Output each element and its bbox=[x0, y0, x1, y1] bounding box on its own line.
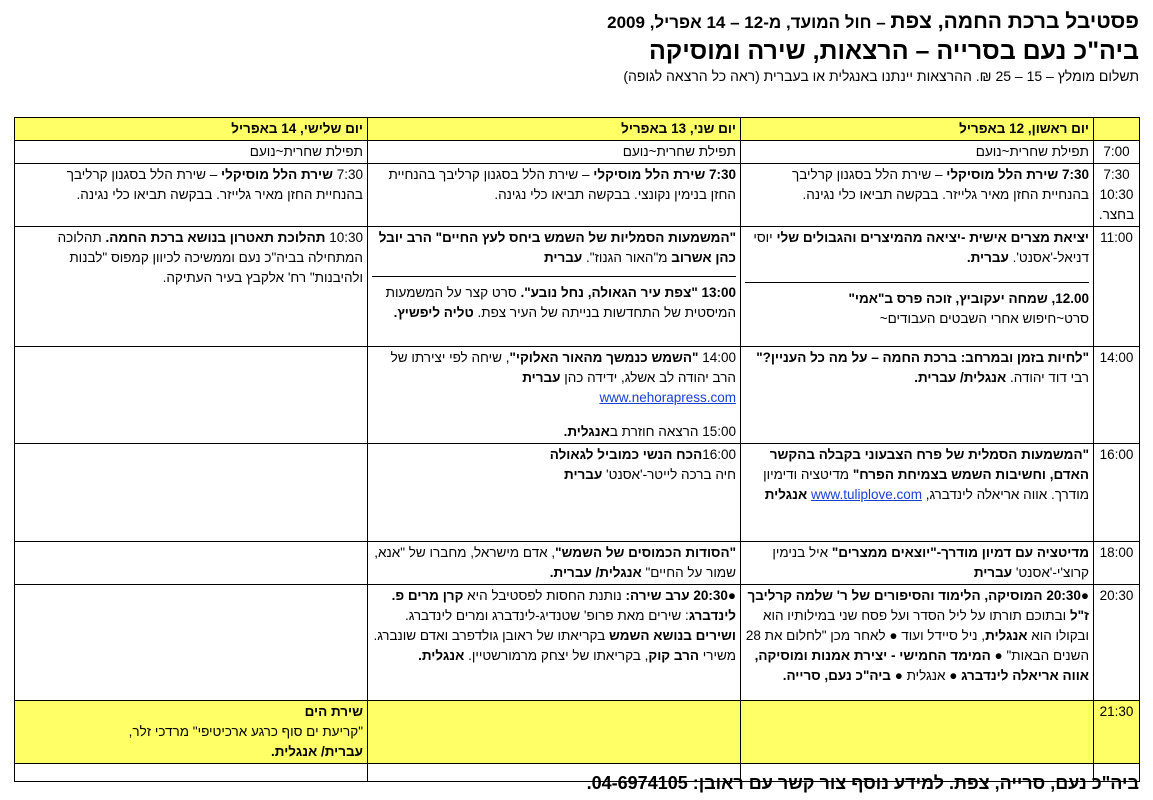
event-cell bbox=[741, 347, 1094, 444]
event-cell bbox=[368, 585, 741, 701]
time-label: 7:30 bbox=[1103, 167, 1130, 182]
time-cell: 14:00 bbox=[1094, 347, 1140, 444]
event-desc: רבי דוד יהודה. bbox=[1006, 370, 1089, 385]
event-cell bbox=[368, 701, 741, 764]
event-title: "השמש כנמשך מהאור האלוקי" bbox=[509, 350, 699, 365]
time-note: בחצר. bbox=[1098, 207, 1135, 222]
table-row bbox=[15, 141, 1140, 164]
event-speaker: טליה ליפשיץ. bbox=[393, 305, 474, 320]
event-cell bbox=[15, 444, 368, 542]
event-cell bbox=[15, 347, 368, 444]
event-language: אנגלית bbox=[985, 628, 1028, 643]
event-sponsor: קרן מרים פ. לינדברג bbox=[391, 588, 736, 623]
event-title: 12.00, שמחה יעקוביץ, זוכה פרס ב"אמי" bbox=[848, 291, 1089, 306]
event-language: אנגלית/ עברית. bbox=[549, 565, 642, 580]
event-desc: "קריעת ים סוף כרגע ארכיטיפי" מרדכי זלר, bbox=[128, 724, 363, 739]
event-cell bbox=[741, 585, 1094, 701]
time-cell: 20:30 bbox=[1094, 585, 1140, 701]
website-link[interactable]: www.tuliplove.com bbox=[810, 487, 922, 502]
table-row bbox=[15, 164, 1140, 227]
event-time: 10:30 bbox=[325, 230, 363, 245]
event-cell: תפילת שחרית~נועם bbox=[368, 141, 741, 164]
event-title: תהלוכת תאטרון בנושא ברכת החמה. bbox=[105, 230, 326, 245]
event-title: יציאת מצרים אישית -יציאה מהמיצרים והגבולים שלי bbox=[776, 230, 1089, 245]
event-language: אנגלית. bbox=[563, 424, 610, 439]
event-desc: , אדם מישראל, מחברו של "אנא, שמור על החיים" bbox=[374, 545, 736, 580]
event-language: עברית bbox=[564, 467, 603, 482]
festival-title bbox=[14, 8, 1139, 36]
event-desc: , שיחה לפי יצירתו של הרב יהודה לב אשלג, ידידה כהן bbox=[390, 350, 736, 385]
day-header-row bbox=[15, 118, 1140, 141]
event-title: "הסודות הכמוסים של השמש" bbox=[555, 545, 736, 560]
event-title: המימד החמישי - יצירת אמנות ומוסיקה, אווה אריאלה לינדברג bbox=[754, 648, 1089, 683]
event-desc: מדיטציה ודימיון מודרך. אווה אריאלה לינדברג, bbox=[763, 467, 1089, 502]
venue-subtitle: ביה"כ נעם בסרייה – הרצאות, שירה ומוסיקה bbox=[648, 37, 1139, 65]
event-title: "המשמעות הסמלית של פרח הצבעוני בקבלה בהקשר האדם, וחשיבות השמש בצמיחת הפרח" bbox=[769, 447, 1089, 482]
event-title: ●20:30 המוסיקה, הלימוד והסיפורים של ר' שלמה קרליבך ז"ל bbox=[747, 588, 1089, 623]
event-time: 16:00 bbox=[702, 447, 736, 462]
event-desc: – שירת הלל בסגנון קרליבך בהנחיית החזן מאיר גלייזר. בבקשה תביאו כלי נגינה. bbox=[66, 167, 363, 202]
event-cell bbox=[741, 542, 1094, 585]
event-desc: ובתוכם תורתו על ליל הסדר ועל פסח שני במילותיו הוא ובקולו הוא bbox=[763, 608, 1089, 643]
event-speaker: הרב קוק bbox=[648, 648, 700, 663]
event-cell: תפילת שחרית~נועם bbox=[15, 141, 368, 164]
event-cell bbox=[368, 164, 741, 227]
event-cell bbox=[15, 701, 368, 764]
table-row bbox=[15, 347, 1140, 444]
event-cell bbox=[741, 164, 1094, 227]
divider bbox=[745, 282, 1089, 283]
time-cell: 18:00 bbox=[1094, 542, 1140, 585]
event-desc: ● אנגלית ● bbox=[890, 668, 962, 683]
event-title: ושירים בנושא השמש bbox=[609, 628, 736, 643]
time-cell: 16:00 bbox=[1094, 444, 1140, 542]
event-title: "לחיות בזמן ובמרחב: ברכת החמה – על מה כל העניין?" bbox=[756, 350, 1089, 365]
event-title: הכח הנשי כמוביל לגאולה bbox=[549, 447, 703, 462]
event-desc: סרט~חיפוש אחרי השבטים העבודים~ bbox=[879, 311, 1089, 326]
event-cell bbox=[741, 701, 1094, 764]
event-cell bbox=[368, 444, 741, 542]
event-cell bbox=[741, 444, 1094, 542]
event-desc: מ"האור הגנוז". bbox=[582, 250, 672, 265]
event-desc: , ניל סיידל ועוד ● לאחר מכן "לחלום את 28 השנים הבאות" ● bbox=[745, 628, 1089, 663]
table-row bbox=[15, 227, 1140, 347]
event-cell bbox=[368, 542, 741, 585]
event-title: שירת הים bbox=[304, 704, 363, 719]
time-header-cell bbox=[1094, 118, 1140, 141]
day-header-sunday: יום ראשון, 12 באפריל bbox=[741, 118, 1094, 141]
empty-cell bbox=[15, 764, 368, 782]
event-desc: – שירת הלל בסגנון קרליבך בהנחיית החזן בנימין נקונצי. בבקשה תביאו כלי נגינה. bbox=[388, 167, 736, 202]
table-row bbox=[15, 444, 1140, 542]
event-title: מדיטציה עם דמיון מודרך-"יוצאים ממצרים" bbox=[831, 545, 1089, 560]
footer-contact: ביה"כ נעם, סרייה, צפת. למידע נוסף צור קשר עם ראובן: 04-6974105. bbox=[586, 773, 1139, 793]
event-desc: תהלוכה המתחילה בביה"כ נעם וממשיכה לכיוון קמפוס "לבנות ולהיבנות" רח' אלקבץ בעיר העתיקה. bbox=[57, 230, 363, 285]
event-time: 7:30 bbox=[1061, 167, 1089, 182]
event-language: עברית bbox=[522, 370, 561, 385]
payment-note: תשלום מומלץ – 15 – 25 ₪. ההרצאות יינתנו באנגלית או בעברית (ראה כל הרצאה לגופה) bbox=[623, 68, 1139, 84]
day-header-monday: יום שני, 13 באפריל bbox=[368, 118, 741, 141]
event-cell: תפילת שחרית~נועם bbox=[741, 141, 1094, 164]
event-title: שירת הלל מוסיקלי bbox=[593, 167, 709, 182]
time-cell bbox=[1094, 164, 1140, 227]
event-desc: : שירים מאת פרופ' שטנדיג-לינדברג ומרים לינדברג. bbox=[405, 608, 689, 623]
event-cell bbox=[368, 347, 741, 444]
event-cell bbox=[741, 227, 1094, 347]
event-cell bbox=[15, 227, 368, 347]
time-label: 10:30 bbox=[1099, 187, 1134, 202]
event-desc: נותנת החסות לפסטיבל היא bbox=[463, 588, 626, 603]
event-desc: 15:00 הרצאה חוזרת ב bbox=[609, 424, 736, 439]
festival-dates: – חול המועד, מ-12 – 14 אפריל, 2009 bbox=[607, 13, 891, 32]
time-cell: 11:00 bbox=[1094, 227, 1140, 347]
festival-name: פסטיבל ברכת החמה, צפת bbox=[890, 10, 1139, 33]
event-language: אנגלית. bbox=[418, 648, 465, 663]
event-language: עברית bbox=[973, 565, 1013, 580]
event-title: "המשמעות הסמליות של השמש ביחס לעץ החיים" הרב יובל כהן אשרוב bbox=[378, 230, 736, 265]
event-language: אנגלית/ עברית. bbox=[914, 370, 1007, 385]
event-cell bbox=[15, 585, 368, 701]
time-cell: 21:30 bbox=[1094, 701, 1140, 764]
event-title: ●20:30 ערב שירה: bbox=[625, 588, 736, 603]
event-time: 14:00 bbox=[698, 350, 736, 365]
event-venue: ביה"כ נעם, סרייה. bbox=[782, 668, 891, 683]
event-desc: חיה ברכה לייטר-'אסנט' bbox=[602, 467, 736, 482]
event-title: 13:00 "צפת עיר הגאולה, נחל נובע". bbox=[520, 285, 736, 300]
spacer bbox=[372, 408, 736, 422]
event-desc: , בקריאתו של יצחק מרמורשטיין. bbox=[464, 648, 649, 663]
event-language: עברית. bbox=[966, 250, 1009, 265]
event-title: שירת הלל מוסיקלי bbox=[221, 167, 337, 182]
event-time: 7:30 bbox=[336, 167, 363, 182]
divider bbox=[372, 276, 736, 277]
event-desc: בקריאתו של ראובן גולדפרב ואדם שונברג. משירי bbox=[373, 628, 736, 663]
event-desc: – שירת הלל בסגנון קרליבך בהנחיית החזן מאיר גלייזר. בבקשה תביאו כלי נגינה. bbox=[792, 167, 1089, 202]
event-time: 7:30 bbox=[708, 167, 736, 182]
event-desc: סרט קצר על המשמעות המיסטית של התחדשות בנייתה של העיר צפת. bbox=[385, 285, 736, 320]
event-desc: יוסי דניאל-'אסנט'. bbox=[753, 230, 1089, 265]
event-cell bbox=[15, 164, 368, 227]
time-cell: 7:00 bbox=[1094, 141, 1140, 164]
website-link[interactable]: www.nehorapress.com bbox=[599, 390, 736, 405]
event-language: אנגלית bbox=[764, 487, 811, 502]
event-cell bbox=[15, 542, 368, 585]
event-cell bbox=[368, 227, 741, 347]
event-desc: איל בנימין קרוצ'י-'אסנט' bbox=[772, 545, 1089, 580]
event-title: שירת הלל מוסיקלי bbox=[946, 167, 1059, 182]
table-row bbox=[15, 701, 1140, 764]
table-row bbox=[15, 585, 1140, 701]
event-language: עברית/ אנגלית. bbox=[271, 744, 363, 759]
event-language: עברית bbox=[544, 250, 583, 265]
day-header-tuesday: יום שלישי, 14 באפריל bbox=[15, 118, 368, 141]
schedule-table bbox=[14, 117, 1140, 782]
table-row bbox=[15, 542, 1140, 585]
header bbox=[14, 8, 1139, 85]
